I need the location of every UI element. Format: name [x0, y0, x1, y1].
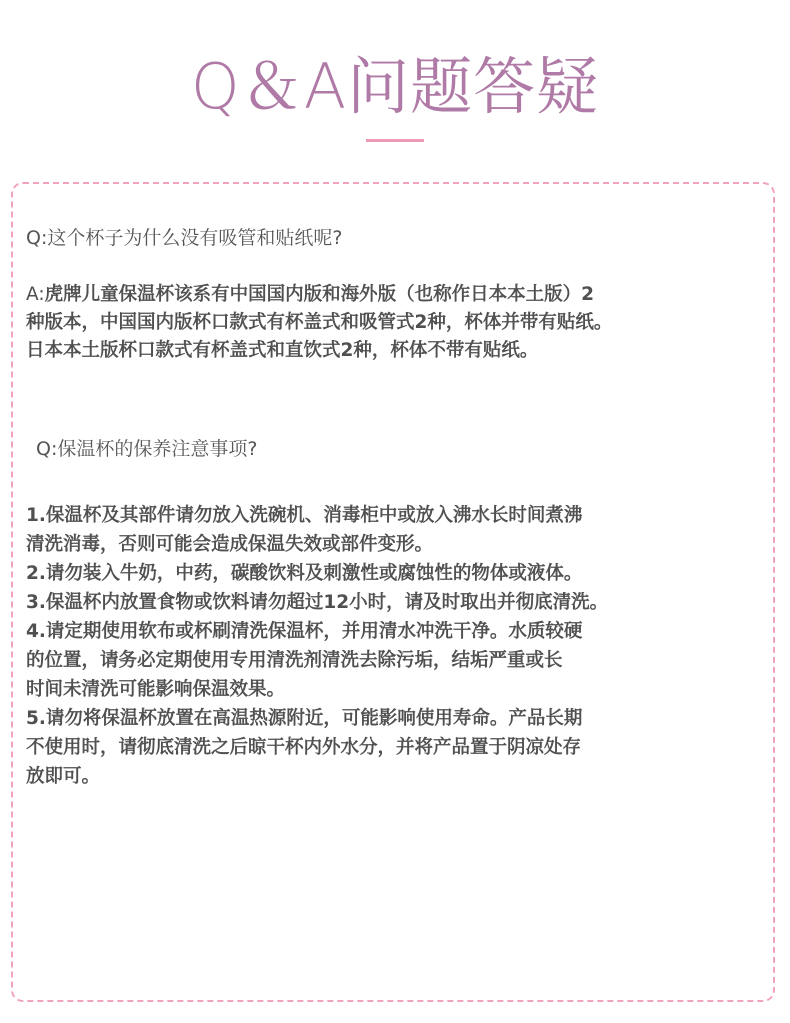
- care-line: 1.保温杯及其部件请勿放入洗碗机、消毒柜中或放入沸水长时间煮沸: [26, 505, 583, 526]
- care-line: 时间未清洗可能影响保温效果。: [26, 679, 286, 700]
- care-line: 的位置，请务必定期使用专用清洗剂清洗去除污垢，结垢严重或长: [26, 650, 563, 671]
- answer-straw-sticker: [26, 281, 786, 365]
- care-line: 放即可。: [26, 766, 101, 787]
- answer-line-text: 虎牌儿童保温杯该系有中国国内版和海外版（也称作日本本土版）2: [44, 284, 594, 305]
- answer-line: [26, 281, 786, 309]
- care-line: 4.请定期使用软布或杯刷清洗保温杯，并用清水冲洗干净。水质较硬: [26, 621, 583, 642]
- question-care: Q:保温杯的保养注意事项?: [36, 438, 258, 460]
- care-line: 清洗消毒，否则可能会造成保温失效或部件变形。: [26, 534, 434, 555]
- answer-prefix: A:: [26, 284, 45, 305]
- care-line: 不使用时，请彻底清洗之后晾干杯内外水分，并将产品置于阴凉处存: [26, 737, 582, 758]
- care-line: 2.请勿装入牛奶，中药，碳酸饮料及刺激性或腐蚀性的物体或液体。: [26, 563, 583, 584]
- question-straw-sticker: Q:这个杯子为什么没有吸管和贴纸呢?: [26, 227, 343, 249]
- care-line: 5.请勿将保温杯放置在高温热源附近，可能影响使用寿命。产品长期: [26, 708, 583, 729]
- answer-line: 日本本土版杯口款式有杯盖式和直饮式2种，杯体不带有贴纸。: [26, 340, 539, 361]
- answer-line: 种版本，中国国内版杯口款式有杯盖式和吸管式2种，杯体并带有贴纸。: [26, 312, 613, 333]
- page-title: Q＆A问题答疑: [190, 50, 600, 123]
- care-instructions: [26, 501, 786, 791]
- care-line: 3.保温杯内放置食物或饮料请勿超过12小时，请及时取出并彻底清洗。: [26, 592, 609, 613]
- title-underline: [366, 139, 424, 142]
